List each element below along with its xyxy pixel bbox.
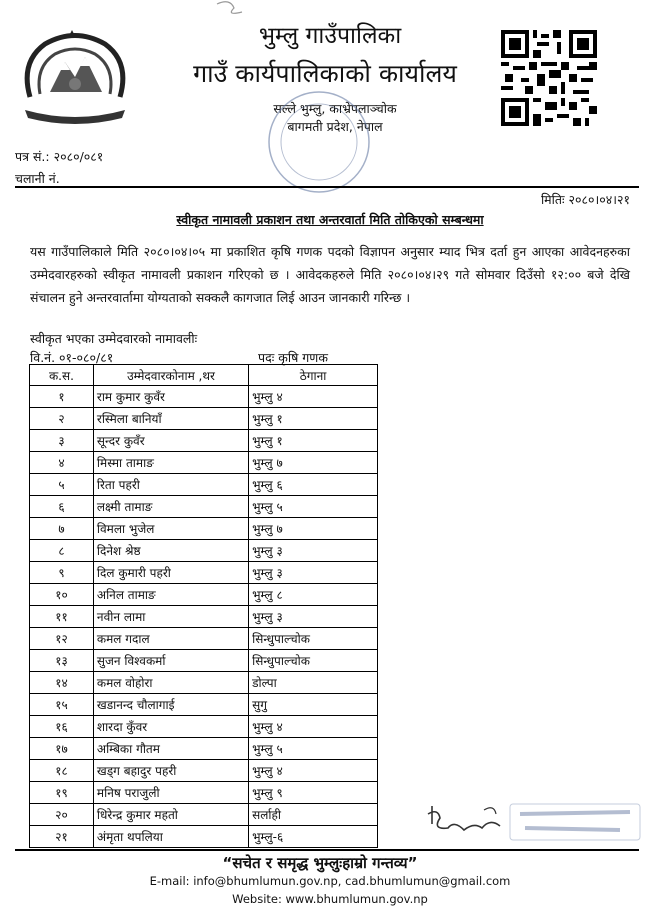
post-name: पदः कृषि गणक (258, 350, 328, 365)
cell-address: भुम्लु ५ (249, 496, 378, 518)
cell-address: सिन्धुपाल्चोक (249, 628, 378, 650)
letter-body: यस गाउँपालिकाले मिति २०८०।०४।०५ मा प्रकाशित कृषि गणक पदको विज्ञापन अनुसार म्याद भित्र दर्ता हुन आएका आवेदनहरुका उम्मेदवारहरुको स्वीकृत नामावली प्रकाशन गरिएको छ । आवेदकहरुले मिति २०८०।०४।२९ गते सोमवार दिउँसो १२:०० बजे देखि संचालन हुने अन्तरवार्तामा योग्यताको सक्कलै कागजात लिई आउन जानकारी गरिन्छ । (30, 244, 630, 305)
advertisement-number: वि.नं. ०१-०८०/८१ (30, 350, 114, 365)
cell-sn: ६ (30, 496, 94, 518)
cell-sn: १० (30, 584, 94, 606)
cell-name: लक्ष्मी तामाङ (93, 496, 248, 518)
cell-name: खडानन्द चौलागाई (93, 694, 248, 716)
cell-name: सून्दर कुवँर (93, 430, 248, 452)
footer-website[interactable]: Website: www.bhumlumun.gov.np (232, 892, 428, 906)
address-line-1: सल्ले भुम्लु, काभ्रेपलाञ्चोक (273, 101, 397, 116)
nepal-emblem-icon (10, 22, 140, 132)
cell-name: खड्ग बहादुर पहरी (93, 760, 248, 782)
cell-address: भुम्लु ४ (249, 716, 378, 738)
cell-name: कमल गदाल (93, 628, 248, 650)
cell-address: भुम्लु १ (249, 408, 378, 430)
table-row (30, 408, 378, 430)
table-row (30, 518, 378, 540)
table-row (30, 452, 378, 474)
cell-name: नवीन लामा (93, 606, 248, 628)
cell-sn: ४ (30, 452, 94, 474)
cell-sn: १६ (30, 716, 94, 738)
letter-date: मितिः २०८०।०४।२१ (540, 192, 630, 207)
column-header-sn: क.स. (30, 365, 94, 386)
cell-sn: १४ (30, 672, 94, 694)
cell-sn: २ (30, 408, 94, 430)
column-header-name: उम्मेदवारकोनाम ,थर (93, 365, 248, 386)
table-row (30, 474, 378, 496)
cell-name: अंमृता थपलिया (93, 826, 248, 848)
letter-subject: स्वीकृत नामावली प्रकाशन तथा अन्तरवार्ता मिति तोकिएको सम्बन्धमा (176, 212, 484, 227)
cell-address: सर्लाही (249, 804, 378, 826)
cell-address: सुगु (249, 694, 378, 716)
cell-sn: १३ (30, 650, 94, 672)
cell-sn: १ (30, 386, 94, 408)
cell-name: रस्मिला बानियाँ (93, 408, 248, 430)
cell-name: सुजन विश्वकर्मा (93, 650, 248, 672)
cell-sn: १२ (30, 628, 94, 650)
cell-address: भुम्लु ३ (249, 606, 378, 628)
cell-address: भुम्लु १ (249, 430, 378, 452)
cell-address: भुम्लु-६ (249, 826, 378, 848)
table-row (30, 826, 378, 848)
table-row (30, 738, 378, 760)
cell-name: अनिल तामाङ (93, 584, 248, 606)
cell-sn: १९ (30, 782, 94, 804)
candidate-list-title: स्वीकृत भएका उम्मेदवारको नामावलीः (30, 331, 198, 346)
cell-name: धिरेन्द्र कुमार महतो (93, 804, 248, 826)
cell-address: भुम्लु ७ (249, 452, 378, 474)
cell-sn: ३ (30, 430, 94, 452)
cell-address: भुम्लु ४ (249, 760, 378, 782)
cell-sn: १८ (30, 760, 94, 782)
cell-name: रिता पहरी (93, 474, 248, 496)
cell-sn: ७ (30, 518, 94, 540)
table-row (30, 430, 378, 452)
footer-email[interactable]: E-mail: info@bhumlumun.gov.np, cad.bhumlumun@gmail.com (149, 874, 511, 888)
dispatch-number: चलानी नं. (15, 171, 60, 186)
pen-scribble-mark (212, 0, 252, 20)
cell-name: कमल वोहोरा (93, 672, 248, 694)
table-row (30, 672, 378, 694)
table-row (30, 760, 378, 782)
table-row (30, 584, 378, 606)
table-row (30, 386, 378, 408)
cell-address: भुम्लु ४ (249, 386, 378, 408)
table-header-row (30, 365, 378, 386)
table-row (30, 562, 378, 584)
cell-address: सिन्धुपाल्चोक (249, 650, 378, 672)
table-row (30, 650, 378, 672)
table-row (30, 716, 378, 738)
cell-address: भुम्लु ३ (249, 562, 378, 584)
cell-sn: ९ (30, 562, 94, 584)
cell-address: डोल्पा (249, 672, 378, 694)
cell-address: भुम्लु ७ (249, 518, 378, 540)
cell-address: भुम्लु ६ (249, 474, 378, 496)
footer-divider (15, 849, 639, 851)
cell-sn: २१ (30, 826, 94, 848)
cell-name: राम कुमार कुवँर (93, 386, 248, 408)
table-row (30, 804, 378, 826)
cell-name: शारदा कुँवर (93, 716, 248, 738)
footer-slogan: “सचेत र समृद्ध भुम्लुःहाम्रो गन्तव्य” (222, 854, 418, 872)
header-divider (15, 186, 639, 188)
table-row (30, 628, 378, 650)
cell-name: अम्बिका गौतम (93, 738, 248, 760)
table-row (30, 540, 378, 562)
cell-sn: ८ (30, 540, 94, 562)
cell-sn: ११ (30, 606, 94, 628)
cell-name: विमला भुजेल (93, 518, 248, 540)
officer-name-stamp-icon (490, 800, 650, 846)
column-header-address: ठेगाना (249, 365, 378, 386)
office-name: गाउँ कार्यपालिकाको कार्यालय (193, 59, 457, 88)
cell-name: दिल कुमारी पहरी (93, 562, 248, 584)
table-row (30, 496, 378, 518)
municipality-name: भुम्लु गाउँपालिका (258, 23, 402, 49)
cell-name: मिस्मा तामाङ (93, 452, 248, 474)
reference-number: पत्र सं.: २०८०/०८१ (15, 149, 104, 164)
cell-name: मनिष पराजुली (93, 782, 248, 804)
cell-address: भुम्लु ३ (249, 540, 378, 562)
cell-address: भुम्लु ९ (249, 782, 378, 804)
cell-sn: १७ (30, 738, 94, 760)
cell-sn: १५ (30, 694, 94, 716)
table-row (30, 694, 378, 716)
table-row (30, 606, 378, 628)
qr-code-icon[interactable] (501, 30, 597, 126)
table-row (30, 782, 378, 804)
cell-sn: २० (30, 804, 94, 826)
candidate-table (29, 364, 378, 848)
office-stamp-icon (265, 88, 373, 196)
cell-address: भुम्लु ५ (249, 738, 378, 760)
cell-sn: ५ (30, 474, 94, 496)
cell-address: भुम्लु ८ (249, 584, 378, 606)
address-line-2: बागमती प्रदेश, नेपाल (287, 119, 383, 134)
cell-name: दिनेश श्रेष्ठ (93, 540, 248, 562)
